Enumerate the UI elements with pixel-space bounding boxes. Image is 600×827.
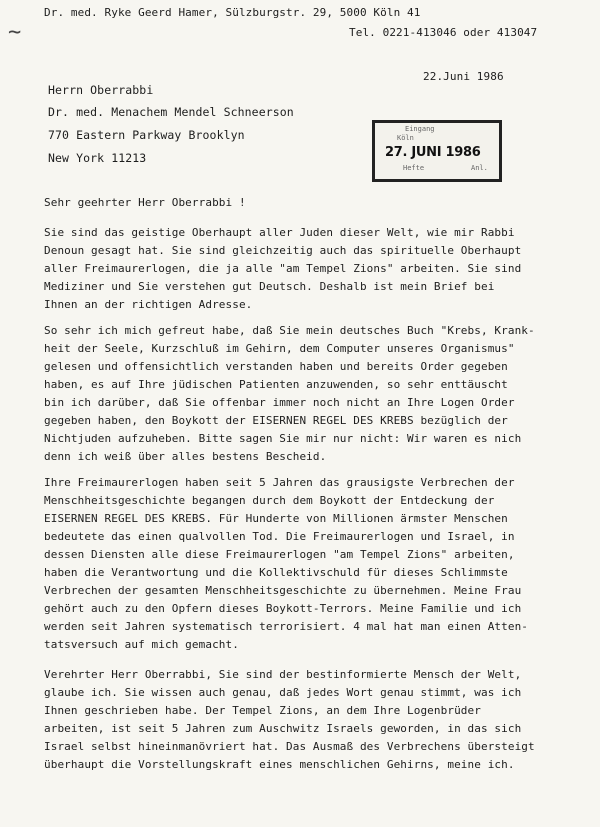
body-line: arbeiten, ist seit 5 Jahren zum Auschwitz Israels geworden, in das sich: [44, 722, 522, 735]
received-stamp: [372, 120, 502, 182]
stamp-mid: Köln: [397, 134, 414, 142]
stamp-bottom-left: Hefte: [403, 164, 425, 172]
body-line: dessen Diensten alle diese Freimaurerlogen "am Tempel Zions" arbeiten,: [44, 548, 515, 561]
phone-line: Tel. 0221-413046 oder 413047: [349, 26, 538, 39]
body-line: Verehrter Herr Oberrabbi, Sie sind der bestinformierte Mensch der Welt,: [44, 668, 522, 681]
body-line: haben die Verantwortung und die Kollektivschuld für dieses Schlimmste: [44, 566, 508, 579]
salutation: Sehr geehrter Herr Oberrabbi !: [44, 196, 246, 209]
body-line: heit der Seele, Kurzschluß im Gehirn, dem Computer unseres Organismus": [44, 342, 515, 355]
recipient-line-4: New York 11213: [48, 151, 147, 165]
body-line: Menschheitsgeschichte begangen durch dem Boykott der Entdeckung der: [44, 494, 495, 507]
body-line: So sehr ich mich gefreut habe, daß Sie mein deutsches Buch "Krebs, Krank-: [44, 324, 535, 337]
body-line: bedeutete das einen qualvollen Tod. Die Freimaurerlogen und Israel, in: [44, 530, 515, 543]
body-line: Verbrechen der gesamten Menschheitsgeschichte zu übernehmen. Meine Frau: [44, 584, 522, 597]
body-line: überhaupt die Vorstellungskraft eines menschlichen Gehirns, meine ich.: [44, 758, 515, 771]
body-line: Ihre Freimaurerlogen haben seit 5 Jahren das grausigste Verbrechen der: [44, 476, 515, 489]
body-line: Nichtjuden aufzuheben. Bitte sagen Sie mir nur nicht: Wir waren es nich: [44, 432, 522, 445]
body-line: gehört auch zu den Opfern dieses Boykott-Terrors. Meine Familie und ich: [44, 602, 522, 615]
body-line: EISERNEN REGEL DES KREBS. Für Hunderte von Millionen ärmster Menschen: [44, 512, 508, 525]
recipient-line-2: Dr. med. Menachem Mendel Schneerson: [48, 105, 294, 119]
body-line: Sie sind das geistige Oberhaupt aller Juden dieser Welt, wie mir Rabbi: [44, 226, 515, 239]
body-line: tatsversuch auf mich gemacht.: [44, 638, 239, 651]
body-line: Israel selbst hineinmanövriert hat. Das Ausmaß des Verbrechens übersteigt: [44, 740, 535, 753]
letter-date: 22.Juni 1986: [423, 70, 504, 83]
body-line: Ihnen an der richtigen Adresse.: [44, 298, 253, 311]
stamp-bottom-right: Anl.: [471, 164, 488, 172]
body-line: werden seit Jahren systematisch terrorisiert. 4 mal hat man einen Atten-: [44, 620, 529, 633]
recipient-line-3: 770 Eastern Parkway Brooklyn: [48, 128, 245, 142]
body-line: Ihnen geschrieben habe. Der Tempel Zions, an dem Ihre Logenbrüder: [44, 704, 481, 717]
stamp-date: 27. JUNI 1986: [385, 145, 481, 160]
body-line: Mediziner und Sie verstehen gut Deutsch. Deshalb ist mein Brief bei: [44, 280, 495, 293]
body-line: gelesen und offensichtlich verstanden haben und bereits Order gegeben: [44, 360, 508, 373]
body-line: glaube ich. Sie wissen auch genau, daß jedes Wort genau stimmt, was ich: [44, 686, 522, 699]
body-line: haben, es auf Ihre jüdischen Patienten anzuwenden, so sehr enttäuscht: [44, 378, 508, 391]
sender-line: Dr. med. Ryke Geerd Hamer, Sülzburgstr. 29, 5000 Köln 41: [44, 6, 421, 19]
body-line: gegeben haben, den Boykott der EISERNEN REGEL DES KREBS bezüglich der: [44, 414, 508, 427]
body-line: Denoun gesagt hat. Sie sind gleichzeitig auch das spirituelle Oberhaupt: [44, 244, 522, 257]
stamp-top: Eingang: [405, 125, 435, 133]
margin-mark: ~: [8, 20, 22, 45]
recipient-line-1: Herrn Oberrabbi: [48, 83, 154, 97]
body-line: denn ich weiß über alles bestens Bescheid.: [44, 450, 327, 463]
body-line: aller Freimaurerlogen, die ja alle "am Tempel Zions" arbeiten. Sie sind: [44, 262, 522, 275]
body-line: bin ich darüber, daß Sie offenbar immer noch nicht an Ihre Logen Order: [44, 396, 515, 409]
